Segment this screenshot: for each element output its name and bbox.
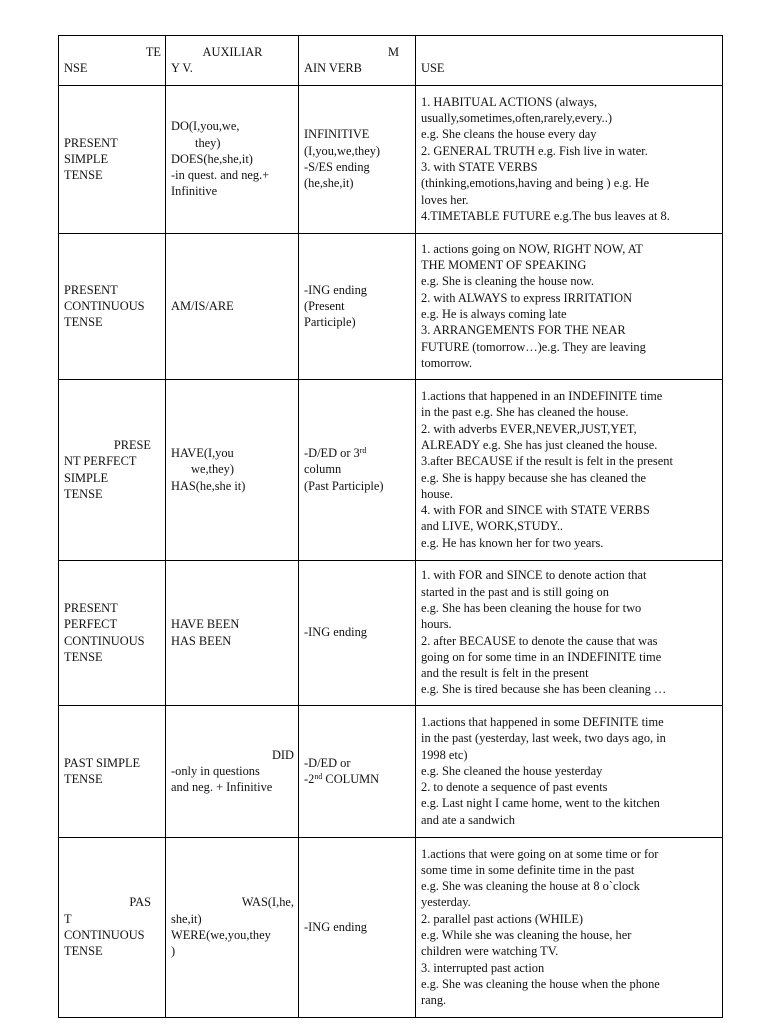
aux-line: WAS(I,he, <box>241 895 294 910</box>
table-row <box>59 234 723 380</box>
use-line: 1. with FOR and SINCE to denote action that <box>421 568 647 583</box>
tense-line: CONTINUOUS <box>64 633 145 648</box>
use-line: hours. <box>421 617 452 632</box>
header-tense-line: TE <box>145 44 161 59</box>
use-line: e.g. She was cleaning the house when the phone <box>421 976 660 991</box>
tense-line: PAST SIMPLE <box>64 755 141 770</box>
use-line: 1.actions that happened in an INDEFINITE time <box>421 389 663 404</box>
aux-line: DID <box>271 747 294 762</box>
main-line <box>304 771 411 787</box>
aux-line: AM/IS/ARE <box>171 298 234 313</box>
aux-line: DO(I,you,we, <box>171 119 240 134</box>
use-cell <box>416 234 723 380</box>
aux-cell <box>166 838 299 1018</box>
tense-line: TENSE <box>64 944 103 959</box>
use-line: 3. ARRANGEMENTS FOR THE NEAR <box>421 323 626 338</box>
main-verb-cell <box>299 561 416 706</box>
aux-line: ) <box>171 944 176 959</box>
main-line: -D/ED or <box>304 755 351 770</box>
tenses-table <box>58 35 723 1018</box>
header-use-cell <box>416 36 723 86</box>
use-line: 2. to denote a sequence of past events <box>421 780 608 795</box>
use-cell <box>416 706 723 838</box>
main-verb-cell <box>299 86 416 234</box>
aux-cell <box>166 561 299 706</box>
tense-line: PAS <box>129 895 151 910</box>
tense-cell <box>59 561 166 706</box>
tense-line: TENSE <box>64 315 103 330</box>
use-line: e.g. She is cleaning the house now. <box>421 274 594 289</box>
aux-line: -in quest. and neg.+ <box>171 168 270 183</box>
header-main-line: M <box>387 44 399 59</box>
use-line: in the past e.g. She has cleaned the house. <box>421 405 629 420</box>
tense-line: TENSE <box>64 486 103 501</box>
tense-line: CONTINUOUS <box>64 298 145 313</box>
use-line: 2. after BECAUSE to denote the cause that was <box>421 633 658 648</box>
tense-line: NT PERFECT <box>64 454 137 469</box>
use-line: house. <box>421 486 454 501</box>
main-line: (he,she,it) <box>304 176 354 191</box>
aux-cell <box>166 380 299 561</box>
main-line: Participle) <box>304 315 356 330</box>
use-line: 2. GENERAL TRUTH e.g. Fish live in water. <box>421 143 648 158</box>
ordinal-suffix: rd <box>359 446 367 456</box>
aux-line: and neg. + Infinitive <box>171 780 273 795</box>
use-line: 4.TIMETABLE FUTURE e.g.The bus leaves at 8. <box>421 208 670 223</box>
use-line: e.g. She cleaned the house yesterday <box>421 763 603 778</box>
table-row <box>59 706 723 838</box>
main-text: -D/ED or 3 <box>304 446 360 461</box>
aux-line: HAS(he,she it) <box>171 478 246 493</box>
tense-cell <box>59 86 166 234</box>
use-line: and LIVE, WORK,STUDY.. <box>421 519 564 534</box>
use-cell <box>416 838 723 1018</box>
tense-cell <box>59 706 166 838</box>
aux-line: Infinitive <box>171 184 218 199</box>
use-line: 2. parallel past actions (WHILE) <box>421 911 584 926</box>
use-cell <box>416 561 723 706</box>
use-line: and the result is felt in the present <box>421 666 589 681</box>
main-text: COLUMN <box>322 772 380 786</box>
use-line: going on for some time in an INDEFINITE time <box>421 649 662 664</box>
use-line: e.g. He has known her for two years. <box>421 535 604 550</box>
table-row <box>59 86 723 234</box>
table-row <box>59 838 723 1018</box>
use-line: e.g. Last night I came home, went to the kitchen <box>421 796 660 811</box>
main-verb-cell <box>299 380 416 561</box>
use-line: 3.after BECAUSE if the result is felt in the present <box>421 454 673 469</box>
main-line <box>304 445 411 461</box>
main-line: -ING ending <box>304 282 367 297</box>
use-line: children were watching TV. <box>421 944 559 959</box>
tense-cell <box>59 234 166 380</box>
use-line: started in the past and is still going on <box>421 584 609 599</box>
aux-line: DOES(he,she,it) <box>171 151 253 166</box>
header-aux-line: AUXILIAR <box>202 44 263 59</box>
tense-line: CONTINUOUS <box>64 928 145 942</box>
use-line: 2. with ALWAYS to express IRRITATION <box>421 290 633 305</box>
use-line: loves her. <box>421 192 469 207</box>
use-cell <box>416 86 723 234</box>
tense-line: TENSE <box>64 772 103 786</box>
use-line: e.g. While she was cleaning the house, her <box>421 928 632 942</box>
tense-line: SIMPLE <box>64 470 109 485</box>
header-main-line: AIN VERB <box>304 61 362 75</box>
tense-line: PRESENT <box>64 600 118 615</box>
tense-line: T <box>64 911 72 926</box>
tense-line: TENSE <box>64 168 103 183</box>
tense-cell <box>59 838 166 1018</box>
main-line: -ING ending <box>304 625 367 640</box>
use-line: 1.actions that were going on at some time or for <box>421 846 659 861</box>
use-line: rang. <box>421 993 447 1008</box>
aux-line: they) <box>195 135 221 150</box>
use-cell <box>416 380 723 561</box>
header-aux-line: Y V. <box>171 61 193 75</box>
main-line: -S/ES ending <box>304 160 370 174</box>
main-line: (Present <box>304 298 345 313</box>
use-line: and ate a sandwich <box>421 812 515 827</box>
main-line: INFINITIVE <box>304 127 370 142</box>
table-row <box>59 561 723 706</box>
use-line: yesterday. <box>421 895 471 910</box>
use-line: ALREADY e.g. She has just cleaned the house. <box>421 437 658 452</box>
use-line: e.g. She is tired because she has been cleaning … <box>421 682 667 697</box>
use-line: 1.actions that happened in some DEFINITE time <box>421 714 664 729</box>
use-line: e.g. She is happy because she has cleaned the <box>421 470 647 485</box>
use-line: FUTURE (tomorrow…)e.g. They are leaving <box>421 339 646 354</box>
use-line: e.g. He is always coming late <box>421 307 567 321</box>
main-verb-cell <box>299 838 416 1018</box>
header-use-line: USE <box>421 60 445 75</box>
aux-line: HAVE BEEN <box>171 617 240 632</box>
header-tense-cell <box>59 36 166 86</box>
tense-line: PRESENT <box>64 282 118 297</box>
use-line: e.g. She cleans the house every day <box>421 127 597 142</box>
header-row <box>59 36 723 86</box>
aux-line: WERE(we,you,they <box>171 928 271 942</box>
tense-line: PRESENT <box>64 135 118 150</box>
main-line: -ING ending <box>304 919 367 934</box>
use-line: 4. with FOR and SINCE with STATE VERBS <box>421 503 650 518</box>
main-verb-cell <box>299 706 416 838</box>
table-row <box>59 380 723 561</box>
use-line: usually,sometimes,often,rarely,every..) <box>421 111 612 126</box>
aux-cell <box>166 706 299 838</box>
use-line: 1. HABITUAL ACTIONS (always, <box>421 94 598 109</box>
use-line: (thinking,emotions,having and being ) e.g. He <box>421 176 650 191</box>
main-text: -2 <box>304 772 315 786</box>
use-line: some time in some definite time in the past <box>421 862 635 877</box>
aux-line: we,they) <box>191 462 235 477</box>
use-line: 1. actions going on NOW, RIGHT NOW, AT <box>421 241 643 256</box>
use-line: tomorrow. <box>421 355 473 370</box>
use-line: THE MOMENT OF SPEAKING <box>421 258 587 273</box>
aux-cell <box>166 86 299 234</box>
tense-line: PERFECT <box>64 617 118 632</box>
use-line: 2. with adverbs EVER,NEVER,JUST,YET, <box>421 421 637 436</box>
aux-line: -only in questions <box>171 763 260 778</box>
ordinal-suffix: nd <box>314 772 323 781</box>
use-line: 1998 etc) <box>421 747 468 762</box>
tense-cell <box>59 380 166 561</box>
main-line: (I,you,we,they) <box>304 143 381 158</box>
use-line: 3. with STATE VERBS <box>421 160 538 174</box>
aux-cell <box>166 234 299 380</box>
tense-line: SIMPLE <box>64 151 109 166</box>
tense-line: PRESE <box>113 437 151 452</box>
use-line: 3. interrupted past action <box>421 960 545 975</box>
aux-line: she,it) <box>171 911 202 926</box>
main-line: (Past Participle) <box>304 478 384 493</box>
header-tense-line: NSE <box>64 61 88 75</box>
header-aux-cell <box>166 36 299 86</box>
use-line: in the past (yesterday, last week, two days ago, in <box>421 731 666 746</box>
header-main-cell <box>299 36 416 86</box>
aux-line: HAVE(I,you <box>171 446 234 461</box>
main-verb-cell <box>299 234 416 380</box>
use-line: e.g. She was cleaning the house at 8 o`clock <box>421 879 640 894</box>
main-line: column <box>304 462 342 477</box>
tense-line: TENSE <box>64 649 103 664</box>
use-line: e.g. She has been cleaning the house for two <box>421 600 642 615</box>
aux-line: HAS BEEN <box>171 633 232 648</box>
